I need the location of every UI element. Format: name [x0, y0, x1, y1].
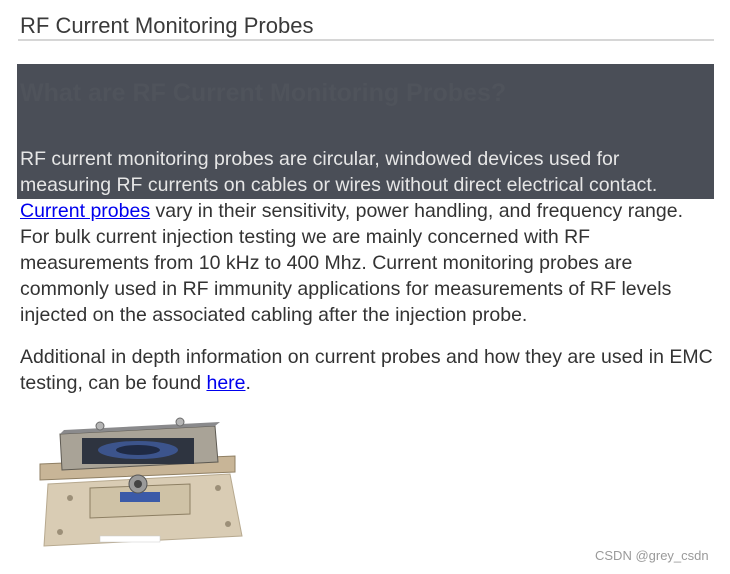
current-probe-image: [30, 414, 248, 554]
more-info-end: .: [245, 372, 251, 394]
more-info-text: Additional in depth information on current probes and how they are used in EMC testing, can be found: [20, 346, 713, 394]
here-link[interactable]: here: [206, 372, 246, 394]
more-info-paragraph: [20, 344, 714, 396]
intro-paragraph: [20, 146, 714, 328]
intro-body-text: vary in their sensitivity, power handling, and frequency range. For bulk current injection testing we are mainly concerned with RF measurements from 10 kHz to 400 Mhz. Current monitoring probes are commonly used in RF immunity applications for measurements of RF levels injected on the associated cabling after the injection probe.: [20, 200, 684, 326]
title-divider: [18, 39, 714, 41]
page-title: RF Current Monitoring Probes: [20, 13, 314, 38]
section-heading: What are RF Current Monitoring Probes?: [20, 79, 507, 107]
intro-line-1: RF current monitoring probes are circular, windowed devices used for: [20, 148, 620, 170]
intro-line-2: measuring RF currents on cables or wires without direct electrical contact.: [20, 174, 658, 196]
current-probes-link[interactable]: Current probes: [20, 200, 151, 222]
watermark: CSDN @grey_csdn: [595, 548, 709, 563]
